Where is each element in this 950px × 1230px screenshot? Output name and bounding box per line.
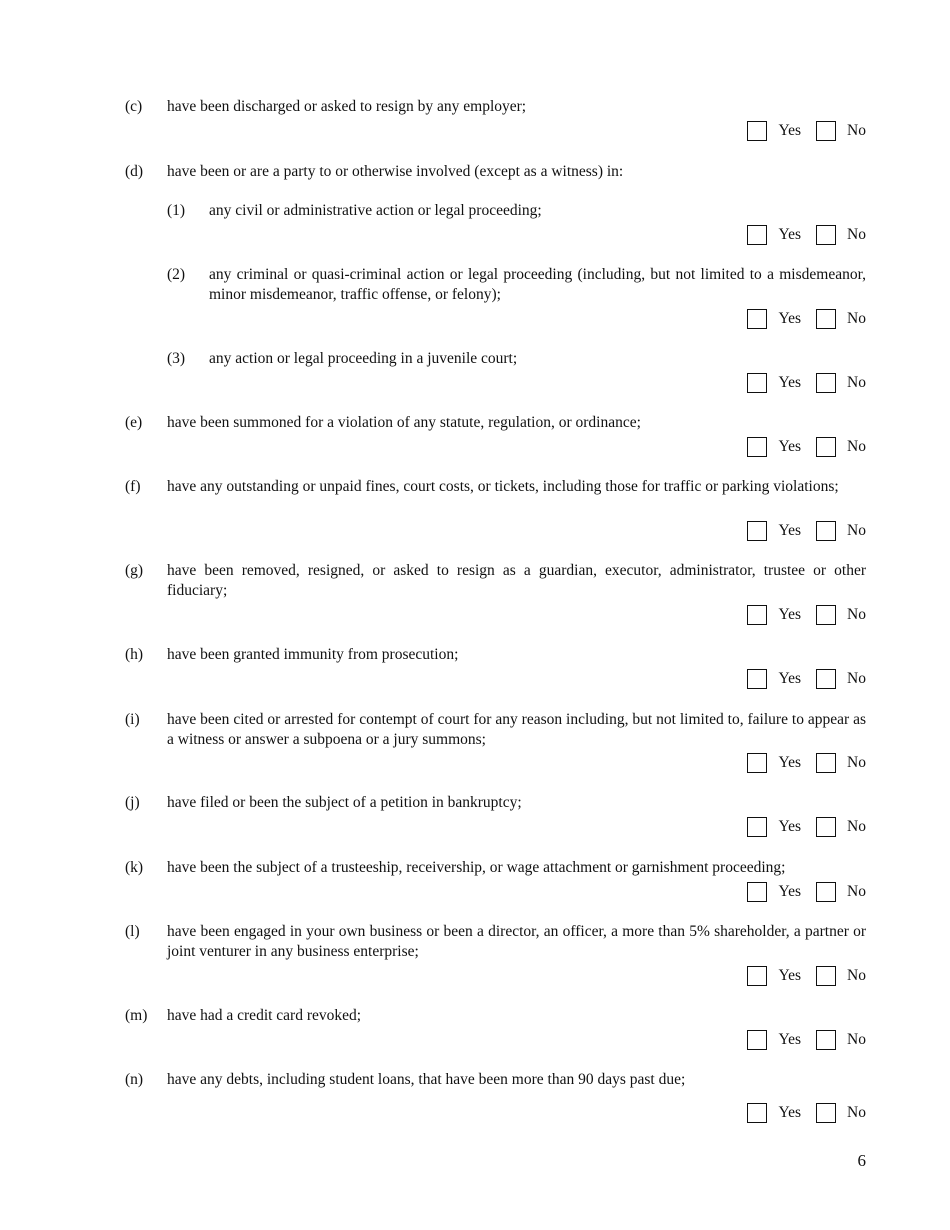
yes-label: Yes: [778, 522, 802, 539]
yes-label: Yes: [778, 1031, 802, 1048]
question-label: (k): [125, 859, 144, 876]
yes-checkbox[interactable]: [747, 437, 767, 457]
page-number: 6: [857, 1151, 866, 1170]
yes-label: Yes: [778, 438, 802, 455]
question-h: [125, 645, 866, 687]
yes-no-group: [747, 815, 866, 839]
question-m: [125, 1006, 866, 1048]
question-e: [125, 413, 866, 455]
question-label: (e): [125, 414, 143, 431]
question-g: [125, 561, 866, 623]
question-i: [125, 710, 866, 771]
yes-no-group: [747, 435, 866, 459]
no-label: No: [847, 310, 866, 327]
no-checkbox[interactable]: [816, 966, 836, 986]
no-checkbox[interactable]: [816, 309, 836, 329]
question-text: have been removed, resigned, or asked to resign as a guardian, executor, administrator, trustee or other fiduciary;: [167, 562, 866, 599]
no-checkbox[interactable]: [816, 521, 836, 541]
yes-label: Yes: [778, 310, 802, 327]
question-text: have been or are a party to or otherwise involved (except as a witness) in:: [167, 163, 624, 180]
question-label: (d): [125, 163, 144, 180]
yes-checkbox[interactable]: [747, 817, 767, 837]
yes-no-group: [747, 519, 866, 543]
yes-checkbox[interactable]: [747, 373, 767, 393]
no-checkbox[interactable]: [816, 121, 836, 141]
question-text: any action or legal proceeding in a juvenile court;: [209, 350, 518, 367]
yes-checkbox[interactable]: [747, 882, 767, 902]
yes-checkbox[interactable]: [747, 605, 767, 625]
yes-label: Yes: [778, 606, 802, 623]
question-label: (2): [167, 266, 186, 283]
question-text: have any outstanding or unpaid fines, court costs, or tickets, including those for traffic or parking violations;: [167, 478, 839, 495]
yes-label: Yes: [778, 1104, 802, 1121]
no-checkbox[interactable]: [816, 437, 836, 457]
no-checkbox[interactable]: [816, 605, 836, 625]
yes-no-group: [747, 880, 866, 904]
no-label: No: [847, 1031, 866, 1048]
question-text: have been engaged in your own business or been a director, an officer, a more than 5% shareholder, a partner or joint venturer in any business enterprise;: [167, 923, 866, 960]
question-label: (n): [125, 1071, 144, 1088]
yes-checkbox[interactable]: [747, 225, 767, 245]
no-checkbox[interactable]: [816, 882, 836, 902]
no-checkbox[interactable]: [816, 1030, 836, 1050]
yes-label: Yes: [778, 754, 802, 771]
question-label: (l): [125, 923, 140, 940]
no-label: No: [847, 122, 866, 139]
no-checkbox[interactable]: [816, 669, 836, 689]
question-c: [125, 97, 866, 139]
yes-checkbox[interactable]: [747, 309, 767, 329]
question-text: have been the subject of a trusteeship, receivership, or wage attachment or garnishment proceeding;: [167, 859, 786, 876]
no-label: No: [847, 438, 866, 455]
yes-no-group: [747, 371, 866, 395]
question-text: any criminal or quasi-criminal action or legal proceeding (including, but not limited to a misdemeanor, minor misdemeanor, traffic offense, or felony);: [209, 266, 866, 303]
no-label: No: [847, 522, 866, 539]
yes-checkbox[interactable]: [747, 1030, 767, 1050]
yes-checkbox[interactable]: [747, 521, 767, 541]
question-label: (c): [125, 98, 143, 115]
question-text: any civil or administrative action or legal proceeding;: [209, 202, 542, 219]
no-checkbox[interactable]: [816, 817, 836, 837]
yes-label: Yes: [778, 226, 802, 243]
no-checkbox[interactable]: [816, 373, 836, 393]
yes-label: Yes: [778, 883, 802, 900]
yes-checkbox[interactable]: [747, 121, 767, 141]
no-label: No: [847, 1104, 866, 1121]
question-d3: [167, 349, 866, 391]
yes-checkbox[interactable]: [747, 669, 767, 689]
question-text: have been cited or arrested for contempt of court for any reason including, but not limited to, failure to appear as a witness or answer a subpoena or a jury summons;: [167, 711, 866, 748]
question-d2: [167, 265, 866, 327]
yes-no-group: [747, 667, 866, 691]
yes-no-group: [747, 1101, 866, 1125]
question-text: have been granted immunity from prosecution;: [167, 646, 459, 663]
no-label: No: [847, 226, 866, 243]
no-label: No: [847, 754, 866, 771]
question-label: (f): [125, 478, 141, 495]
no-label: No: [847, 967, 866, 984]
yes-no-group: [747, 751, 866, 775]
question-k: [125, 858, 866, 900]
yes-no-group: [747, 307, 866, 331]
question-text: have been summoned for a violation of any statute, regulation, or ordinance;: [167, 414, 641, 431]
question-text: have had a credit card revoked;: [167, 1007, 362, 1024]
yes-label: Yes: [778, 374, 802, 391]
question-label: (h): [125, 646, 144, 663]
yes-checkbox[interactable]: [747, 966, 767, 986]
no-checkbox[interactable]: [816, 1103, 836, 1123]
question-label: (3): [167, 350, 186, 367]
yes-no-group: [747, 1028, 866, 1052]
yes-label: Yes: [778, 670, 802, 687]
question-d: [125, 162, 866, 182]
yes-no-group: [747, 964, 866, 988]
no-checkbox[interactable]: [816, 753, 836, 773]
no-label: No: [847, 883, 866, 900]
no-label: No: [847, 818, 866, 835]
question-text: have filed or been the subject of a petition in bankruptcy;: [167, 794, 522, 811]
question-label: (1): [167, 202, 186, 219]
yes-no-group: [747, 119, 866, 143]
question-text: have any debts, including student loans, that have been more than 90 days past due;: [167, 1071, 686, 1088]
question-n: [125, 1070, 866, 1121]
no-label: No: [847, 374, 866, 391]
yes-no-group: [747, 223, 866, 247]
yes-checkbox[interactable]: [747, 1103, 767, 1123]
question-d1: [167, 201, 866, 243]
yes-label: Yes: [778, 818, 802, 835]
question-j: [125, 793, 866, 835]
yes-label: Yes: [778, 967, 802, 984]
question-f: [125, 477, 866, 539]
question-label: (j): [125, 794, 140, 811]
yes-no-group: [747, 603, 866, 627]
question-label: (g): [125, 562, 144, 579]
question-text: have been discharged or asked to resign by any employer;: [167, 98, 527, 115]
yes-checkbox[interactable]: [747, 753, 767, 773]
question-label: (i): [125, 711, 140, 728]
no-label: No: [847, 606, 866, 623]
no-checkbox[interactable]: [816, 225, 836, 245]
yes-label: Yes: [778, 122, 802, 139]
question-l: [125, 922, 866, 984]
no-label: No: [847, 670, 866, 687]
question-label: (m): [125, 1007, 148, 1024]
